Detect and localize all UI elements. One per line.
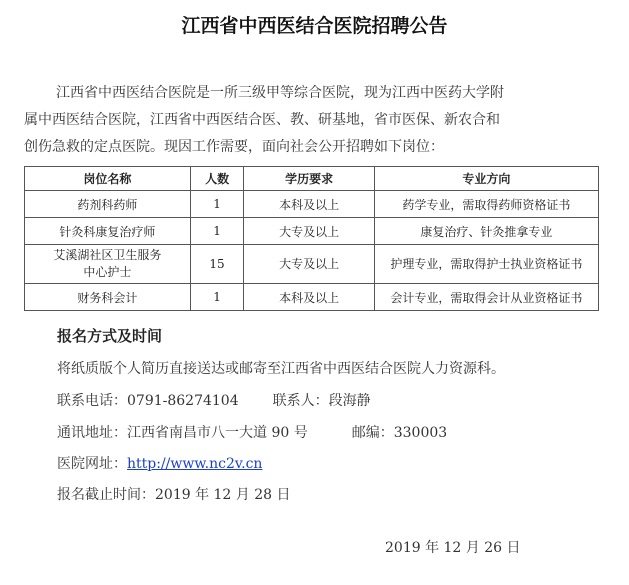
cell-education: 大专及以上 (244, 245, 374, 284)
contact-label: 联系人： (272, 393, 329, 409)
cell-major: 药学专业，需取得药师资格证书 (374, 191, 598, 218)
cell-education: 本科及以上 (244, 284, 374, 311)
table-row (25, 245, 599, 284)
cell-count: 1 (190, 191, 244, 218)
cell-count: 1 (190, 218, 244, 245)
cell-count: 15 (190, 245, 244, 284)
contact-line (57, 390, 371, 410)
intro-paragraph (24, 80, 616, 161)
positions-table (24, 166, 599, 311)
cell-position-line: 艾溪湖社区卫生服务 (53, 248, 162, 262)
address-value: 江西省南昌市八一大道 90 号 (127, 425, 308, 441)
deadline-line (57, 484, 291, 504)
cell-major: 康复治疗、针灸推拿专业 (374, 218, 598, 245)
header-education: 学历要求 (244, 167, 374, 191)
cell-major: 会计专业，需取得会计从业资格证书 (374, 284, 598, 311)
deadline-label: 报名截止时间： (57, 487, 155, 503)
page-title: 江西省中西医结合医院招聘公告 (181, 15, 448, 37)
intro-line: 创伤急救的定点医院。现因工作需要，面向社会公开招聘如下岗位： (24, 139, 444, 155)
website-line (57, 453, 262, 473)
intro-line: 江西省中西医结合医院是一所三级甲等综合医院，现为江西中医药大学附 (56, 85, 504, 101)
phone-label: 联系电话： (57, 393, 127, 409)
header-count: 人数 (190, 167, 244, 191)
deadline-value: 2019 年 12 月 28 日 (155, 487, 291, 503)
cell-position-line: 中心护士 (83, 265, 132, 279)
cell-count: 1 (190, 284, 244, 311)
cell-position (25, 245, 191, 284)
zip-value: 330003 (393, 425, 448, 441)
cell-position: 针灸科康复治疗师 (25, 218, 191, 245)
address-line (57, 422, 447, 442)
cell-major: 护理专业，需取得护士执业资格证书 (374, 245, 598, 284)
cell-position: 药剂科药师 (25, 191, 191, 218)
table-row (25, 218, 599, 245)
website-link[interactable]: http://www.nc2v.cn (127, 456, 263, 472)
table-row (25, 284, 599, 311)
cell-position: 财务科会计 (25, 284, 191, 311)
site-label: 医院网址： (57, 456, 127, 472)
apply-section-title: 报名方式及时间 (57, 327, 163, 345)
cell-education: 本科及以上 (244, 191, 374, 218)
apply-method: 将纸质版个人简历直接送达或邮寄至江西省中西医结合医院人力资源科。 (57, 361, 505, 377)
intro-line: 属中西医结合医院，江西省中西医结合医、教、研基地，省市医保、新农合和 (24, 112, 500, 128)
table-header-row (25, 167, 599, 191)
header-major: 专业方向 (374, 167, 598, 191)
header-position: 岗位名称 (25, 167, 191, 191)
zip-label: 邮编： (351, 425, 394, 441)
table-row (25, 191, 599, 218)
publish-date: 2019 年 12 月 26 日 (385, 540, 521, 556)
contact-value: 段海静 (328, 393, 371, 409)
phone-value: 0791-86274104 (127, 393, 239, 409)
address-label: 通讯地址： (57, 425, 127, 441)
cell-education: 大专及以上 (244, 218, 374, 245)
